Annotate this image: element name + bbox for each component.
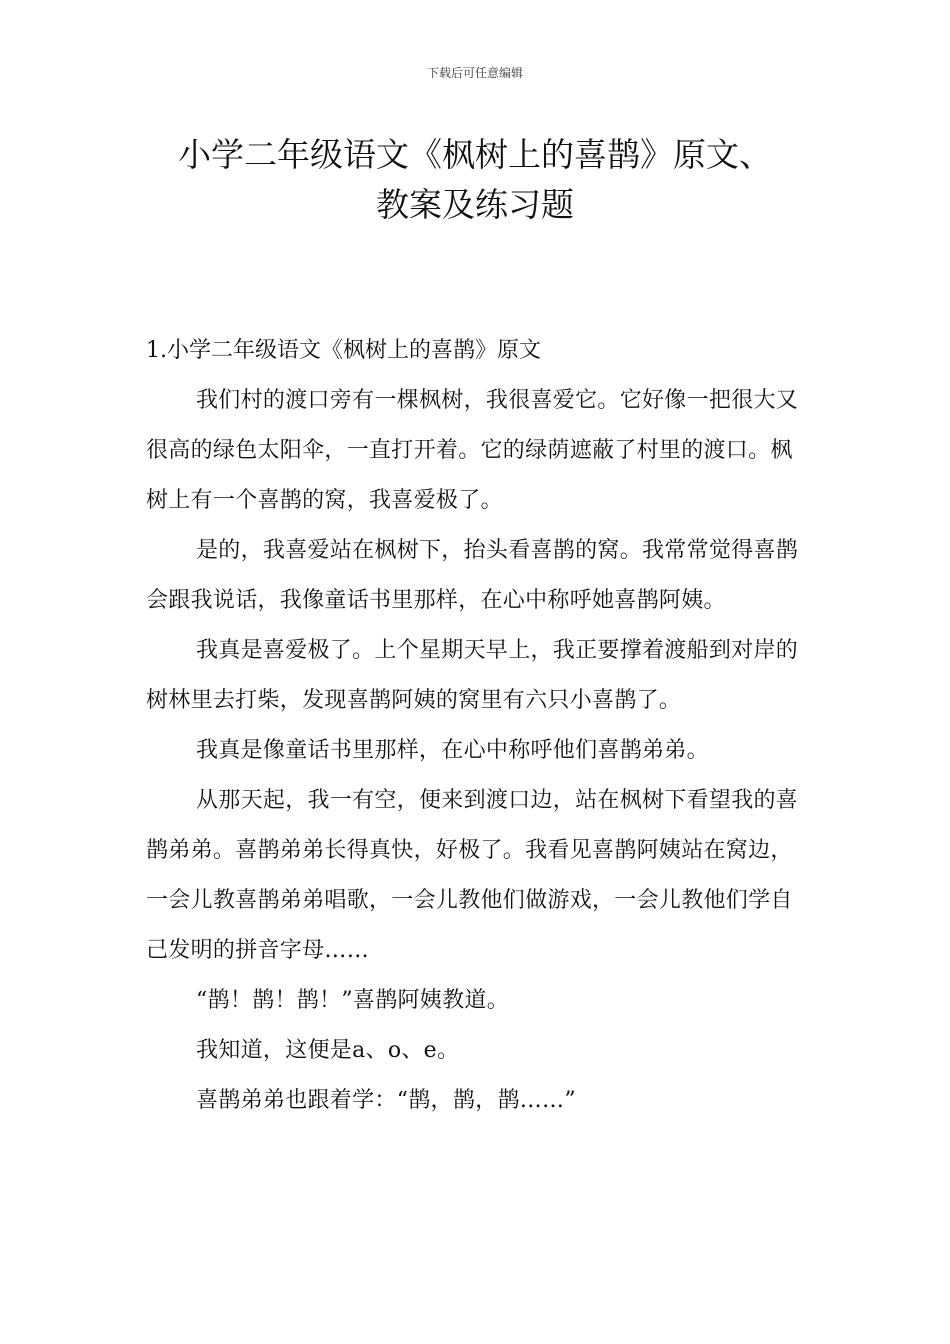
paragraph: 我们村的渡口旁有一棵枫树，我很喜爱它。它好像一把很大又很高的绿色太阳伞，一直打开着。它的绿荫遮蔽了村里的渡口。枫树上有一个喜鹊的窝，我喜爱极了。	[146, 388, 799, 513]
page-title	[80, 130, 870, 230]
paragraph: “鹊！鹊！鹊！”喜鹊阿姨教道。	[196, 988, 509, 1013]
title-line-1: 小学二年级语文《枫树上的喜鹊》原文、	[178, 135, 772, 174]
title-line-2: 教案及练习题	[376, 185, 574, 224]
section-heading: 1.小学二年级语文《枫树上的喜鹊》原文	[146, 338, 541, 363]
paragraph: 我知道，这便是a、o、e。	[196, 1038, 460, 1063]
header-note: 下载后可任意编辑	[426, 66, 523, 80]
paragraph: 从那天起，我一有空，便来到渡口边，站在枫树下看望我的喜鹊弟弟。喜鹊弟弟长得真快，好极了。我看见喜鹊阿姨站在窝边，一会儿教喜鹊弟弟唱歌，一会儿教他们做游戏，一会儿教他们学自己发明的拼音字母……	[146, 788, 799, 963]
paragraph: 我真是像童话书里那样，在心中称呼他们喜鹊弟弟。	[196, 738, 709, 763]
document-body	[146, 326, 810, 1126]
paragraph: 我真是喜爱极了。上个星期天早上，我正要撑着渡船到对岸的树林里去打柴，发现喜鹊阿姨的窝里有六只小喜鹊了。	[146, 638, 799, 713]
paragraph: 喜鹊弟弟也跟着学：“鹊，鹊，鹊……”	[196, 1088, 576, 1113]
paragraph: 是的，我喜爱站在枫树下，抬头看喜鹊的窝。我常常觉得喜鹊会跟我说话，我像童话书里那样，在心中称呼她喜鹊阿姨。	[146, 538, 799, 613]
